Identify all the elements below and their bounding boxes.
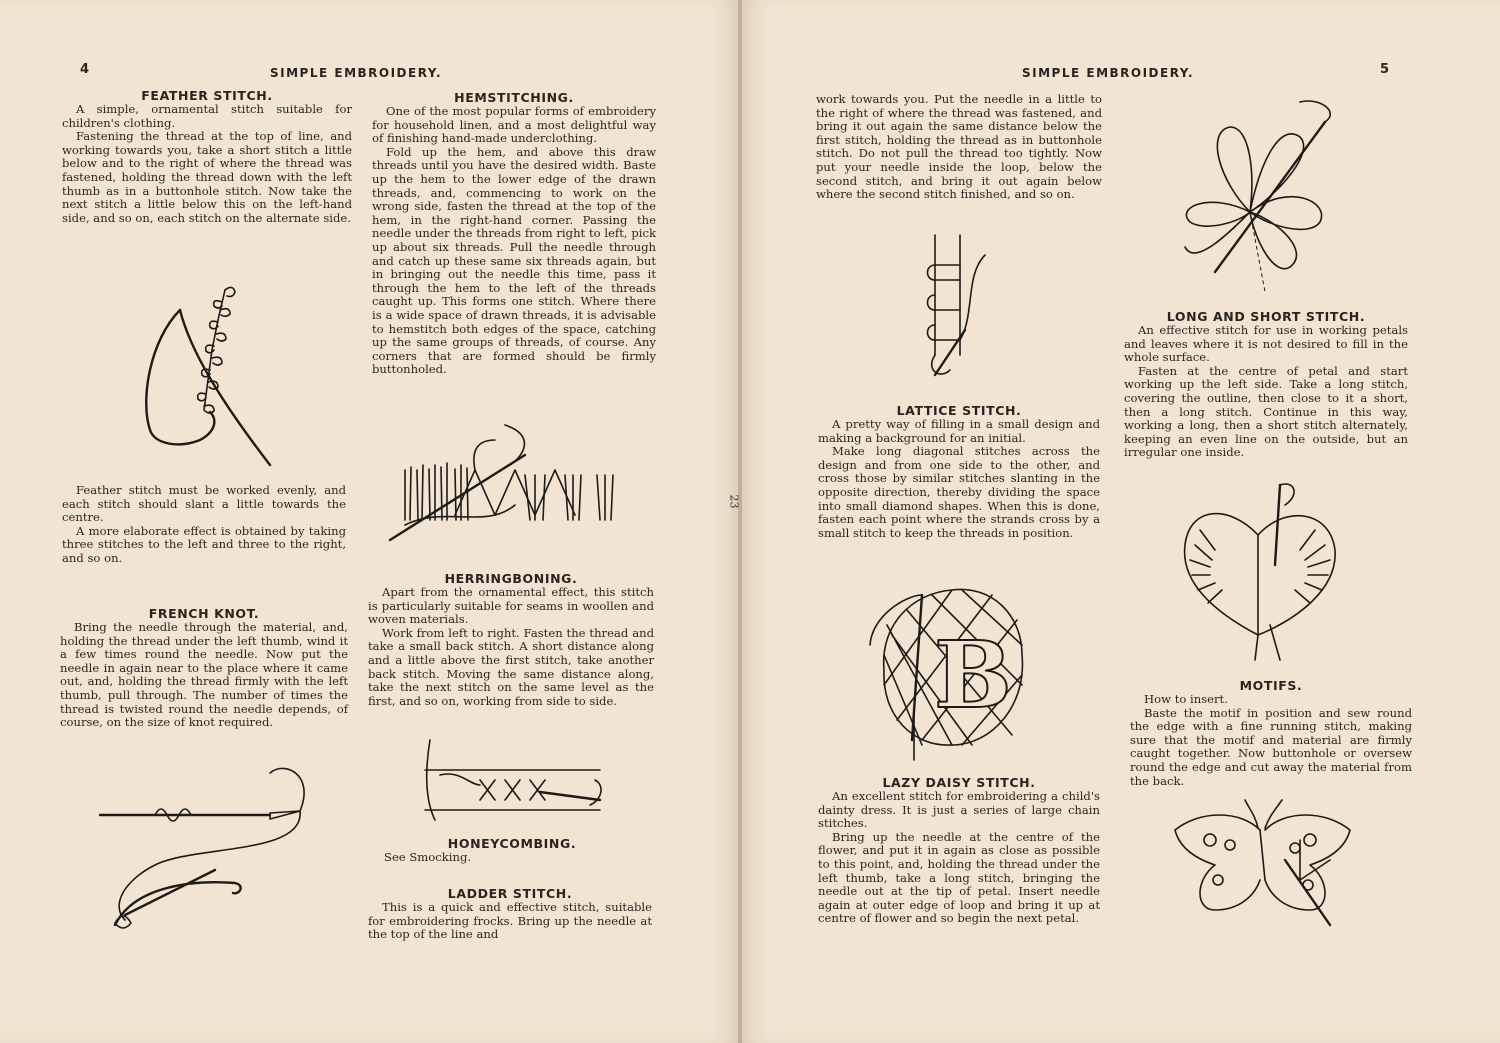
book-gutter <box>738 0 742 1043</box>
feather-stitch-notes <box>62 484 346 566</box>
lazy-daisy-para-2: Bring up the needle at the centre of the flower, and put it in again as close as possible to this point, and, holding the thread under the left thumb, take a long stitch, bringing the needle out at the tip of petal. Insert needle again at outer edge of loop and bring it up at centre of flower and so begin the next petal. <box>818 829 1100 926</box>
feather-stitch-section <box>62 88 352 225</box>
page-number-left: 4 <box>80 62 90 77</box>
feather-stitch-illustration <box>140 280 290 470</box>
long-and-short-illustration <box>1180 475 1340 675</box>
herringboning-illustration <box>420 730 610 830</box>
feather-stitch-para-1: A simple, ornamental stitch suitable for children's clothing. <box>62 102 352 130</box>
motifs-section <box>1130 678 1412 788</box>
lazy-daisy-para-1: An excellent stitch for embroidering a child's dainty dress. It is just a series of large chain stitches. <box>818 789 1100 831</box>
page-number-right: 5 <box>1380 62 1390 77</box>
motifs-para-1: How to insert. <box>1144 692 1228 706</box>
lazy-daisy-section <box>818 775 1100 926</box>
honeycombing-section <box>370 836 654 865</box>
ladder-stitch-illustration <box>905 235 1015 385</box>
ladder-stitch-section <box>368 886 652 942</box>
motifs-illustration <box>1170 800 1360 940</box>
long-and-short-para-2: Fasten at the centre of petal and start working up the left side. Take a long stitch, covering the outline, then close to it a short, then a long stitch. Continue in this way, working a long, then a short stitch alternately, keeping an even line on the outside, but an irregular one inside. <box>1124 363 1408 460</box>
lazy-daisy-title: LAZY DAISY STITCH. <box>882 775 1036 790</box>
hemstitching-para-1: One of the most popular forms of embroidery for household linen, and a most delightful way of finishing hand-made underclothing. <box>372 104 656 146</box>
honeycombing-title: HONEYCOMBING. <box>447 836 577 851</box>
running-head-right: SIMPLE EMBROIDERY. <box>1022 66 1195 80</box>
hemstitching-title: HEMSTITCHING. <box>454 90 574 105</box>
lattice-stitch-title: LATTICE STITCH. <box>896 403 1022 418</box>
running-head-left: SIMPLE EMBROIDERY. <box>270 66 443 80</box>
feather-stitch-para-4: A more elaborate effect is obtained by taking three stitches to the left and three to the right, and so on. <box>62 523 346 565</box>
honeycombing-para-1: See Smocking. <box>384 850 472 864</box>
long-and-short-section <box>1124 309 1408 460</box>
long-and-short-title: LONG AND SHORT STITCH. <box>1166 309 1366 324</box>
lattice-stitch-para-1: A pretty way of filling in a small design and making a background for an initial. <box>818 417 1100 445</box>
herringboning-para-1: Apart from the ornamental effect, this stitch is particularly suitable for seams in woollen and woven materials. <box>368 585 654 627</box>
ladder-stitch-para-2: work towards you. Put the needle in a little to the right of where the thread was fastened, and bring it out again the same distance below the first stitch, holding the thread as in buttonhole stitch. Do not pull the thread too tightly. Now put your needle inside the loop, below the second stitch, and bring it out again below where the second stitch finished, and so on. <box>816 92 1102 202</box>
herringboning-para-2: Work from left to right. Fasten the thread and take a small back stitch. A short distance along and a little above the first stitch, take another back stitch. Moving the same distance along, take the next stitch on the same level as the first, and so on, working from side to side. <box>368 625 654 708</box>
hemstitching-para-2: Fold up the hem, and above this draw threads until you have the desired width. Baste up the hem to the lower edge of the drawn threads, and, commencing to work on the wrong side, fasten the thread at the top of the hem, in the right-hand corner. Passing the needle under the threads from right to left, pick up about six threads. Pull the needle through and catch up these same six threads again, but in bringing out the needle this time, pass it through the hem to the left of the threads caught up. This forms one stitch. Where there is a wide space of drawn threads, it is advisable to hemstitch both edges of the space, catching up the same groups of threads, of course. Any corners that are formed should be firmly buttonholed. <box>372 144 656 377</box>
lattice-stitch-illustration <box>862 575 1042 765</box>
french-knot-illustration <box>95 765 345 935</box>
long-and-short-para-1: An effective stitch for use in working petals and leaves where it is not desired to fill in the whole surface. <box>1124 323 1408 365</box>
ladder-stitch-continued <box>816 93 1102 202</box>
feather-stitch-para-3: Feather stitch must be worked evenly, and each stitch should slant a little towards the centre. <box>62 483 346 525</box>
gutter-folio: 23 <box>727 494 741 509</box>
feather-stitch-title: FEATHER STITCH. <box>141 88 273 103</box>
ladder-stitch-para-1: This is a quick and effective stitch, suitable for embroidering frocks. Bring up the needle at the top of the line and <box>368 900 652 942</box>
lattice-stitch-section <box>818 403 1100 540</box>
herringboning-title: HERRINGBONING. <box>444 571 578 586</box>
lattice-stitch-para-2: Make long diagonal stitches across the design and from one side to the other, and cross those by similar stitches slanting in the opposite direction, thereby dividing the space into small diamond shapes. When this is done, fasten each point where the strands cross by a small stitch to keep the threads in position. <box>818 444 1100 540</box>
hemstitching-illustration <box>385 425 635 545</box>
ladder-stitch-title: LADDER STITCH. <box>447 886 573 901</box>
french-knot-para-1: Bring the needle through the material, and, holding the thread under the left thumb, wind it a few times round the needle. Now put the needle in again near to the place where it came out, and, holding the thread firmly with the left thumb, pull through. The number of times the thread is twisted round the needle depends, of course, on the size of knot required. <box>60 620 348 730</box>
motifs-title: MOTIFS. <box>1239 678 1303 693</box>
hemstitching-section <box>372 90 656 377</box>
french-knot-section <box>60 606 348 730</box>
lattice-initial-letter: B <box>934 621 1012 729</box>
motifs-para-2: Baste the motif in position and sew round the edge with a fine running stitch, making sure that the motif and material are firmly caught together. Now buttonhole or oversew round the edge and cut away the material from the back. <box>1130 705 1412 788</box>
herringboning-section <box>368 571 654 708</box>
feather-stitch-para-2: Fastening the thread at the top of line, and working towards you, take a short stitch a little below and to the right of where the thread was fastened, holding the thread down with the left thumb as in a buttonhole stitch. Now take the next stitch a little below this on the left-hand side, and so on, each stitch on the alternate side. <box>62 129 352 225</box>
french-knot-title: FRENCH KNOT. <box>148 606 260 621</box>
lazy-daisy-illustration <box>1170 92 1350 292</box>
